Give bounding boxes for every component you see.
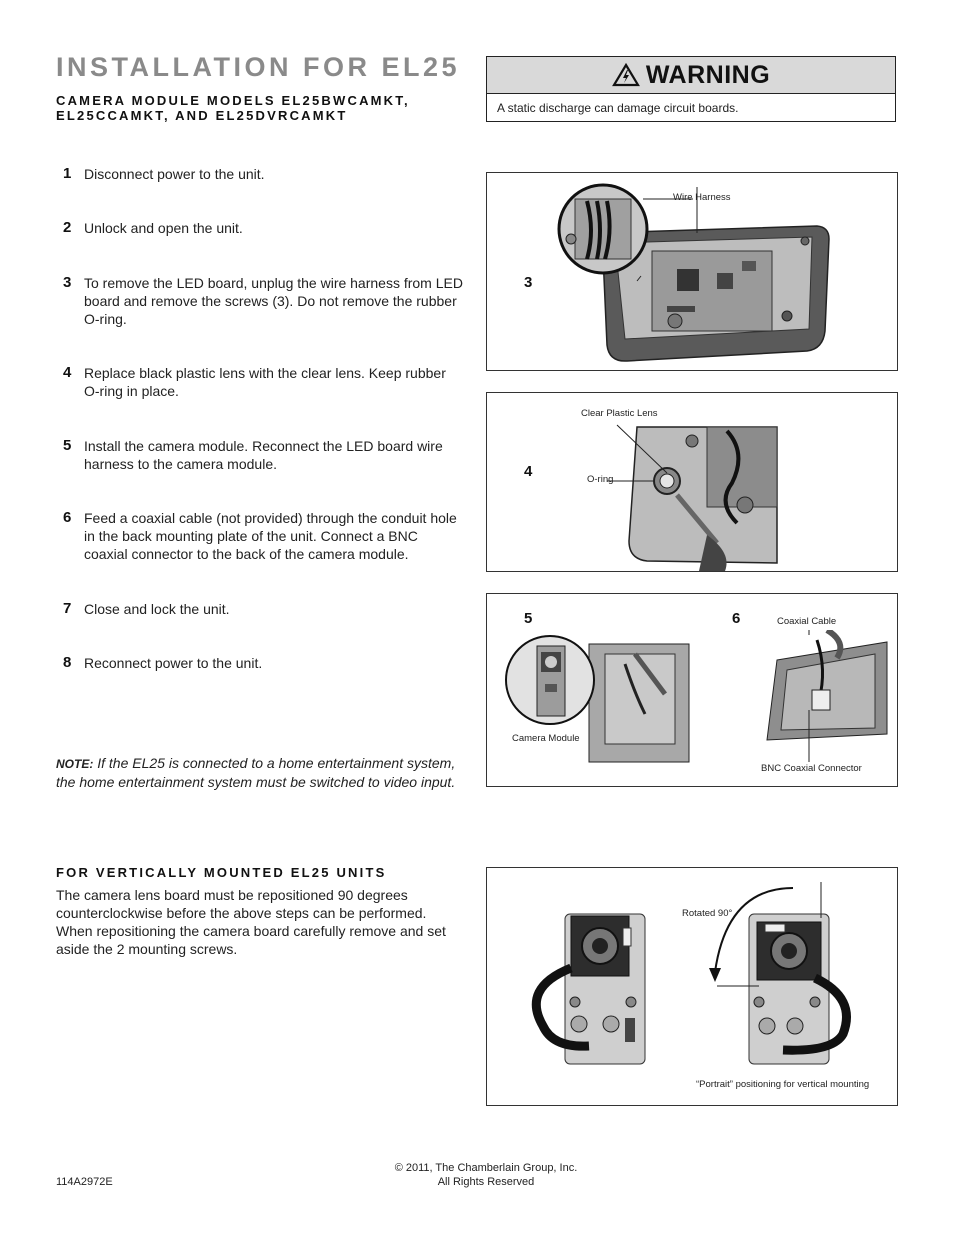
figure-5-6-panel xyxy=(486,593,898,787)
step-number: 5 xyxy=(63,437,72,454)
board-rotation-illustration xyxy=(527,878,867,1074)
figure-label: 6 xyxy=(732,610,741,627)
note-label: NOTE: xyxy=(56,757,94,771)
warning-title: WARNING xyxy=(645,60,771,89)
vertical-mounting-panel xyxy=(486,867,898,1106)
circuit-board-illustration xyxy=(557,181,897,371)
step-number: 2 xyxy=(63,219,72,236)
rights-reserved: All Rights Reserved xyxy=(437,1176,535,1188)
warning-box xyxy=(486,56,896,122)
step-text: Reconnect power to the unit. xyxy=(84,655,263,671)
part-number: 114A2972E xyxy=(56,1176,113,1188)
section-heading: FOR VERTICALLY MOUNTED EL25 UNITS xyxy=(56,865,387,880)
step-text: Close and lock the unit. xyxy=(84,601,230,617)
callout-o-ring: O-ring xyxy=(587,474,614,485)
figure-3-panel xyxy=(486,172,898,371)
coaxial-connection-illustration xyxy=(757,630,897,770)
warning-text: A static discharge can damage circuit boards. xyxy=(497,101,739,115)
step-number: 7 xyxy=(63,600,72,617)
section-text: The camera lens board must be repositioned 90 degrees counterclockwise before the above steps can be performed. When repositioning the camera board carefully remove and set aside the 2 mounting screws. xyxy=(56,887,446,957)
step-number: 3 xyxy=(63,274,72,291)
step-text: Disconnect power to the unit. xyxy=(84,166,265,182)
note xyxy=(56,754,466,791)
page-subtitle: CAMERA MODULE MODELS EL25BWCAMKT, EL25CCAMKT, AND EL25DVRCAMKT xyxy=(56,93,410,123)
step-text: Install the camera module. Reconnect the LED board wire harness to the camera module. xyxy=(84,438,443,472)
figure-label: 4 xyxy=(524,463,533,480)
step-text: To remove the LED board, unplug the wire harness from LED board and remove the screws (3). Do not remove the rubber O-ring. xyxy=(84,275,463,327)
callout-clear-plastic-lens: Clear Plastic Lens xyxy=(581,408,658,419)
figure-label: 3 xyxy=(524,274,533,291)
step-text: Replace black plastic lens with the clear lens. Keep rubber O-ring in place. xyxy=(84,365,446,399)
warning-triangle-icon xyxy=(612,63,640,87)
figure-label: 5 xyxy=(524,610,533,627)
figure-4-panel xyxy=(486,392,898,572)
camera-install-illustration xyxy=(505,634,695,764)
step-number: 1 xyxy=(63,165,72,182)
step-text: Feed a coaxial cable (not provided) through the conduit hole in the back mounting plate of the unit. Connect a BNC coaxial connector to the back of the camera module. xyxy=(84,510,457,562)
callout-wire-harness: Wire Harness xyxy=(673,192,731,203)
vertical-caption: “Portrait” positioning for vertical mounting xyxy=(696,1079,870,1090)
note-text: If the EL25 is connected to a home entertainment system, the home entertainment system must be switched to video input. xyxy=(56,755,456,790)
copyright: © 2011, The Chamberlain Group, Inc. xyxy=(394,1162,578,1174)
step-number: 8 xyxy=(63,654,72,671)
page-title: INSTALLATION FOR EL25 xyxy=(56,52,460,82)
lens-replacement-illustration xyxy=(607,423,897,571)
warning-header xyxy=(487,57,895,94)
callout-rotated: Rotated 90° xyxy=(682,908,733,919)
step-number: 4 xyxy=(63,364,72,381)
callout-coaxial-cable: Coaxial Cable xyxy=(777,616,837,627)
callout-camera-module: Camera Module xyxy=(512,733,580,744)
callout-bnc-connector: BNC Coaxial Connector xyxy=(761,763,862,774)
step-text: Unlock and open the unit. xyxy=(84,220,243,236)
step-number: 6 xyxy=(63,509,72,526)
